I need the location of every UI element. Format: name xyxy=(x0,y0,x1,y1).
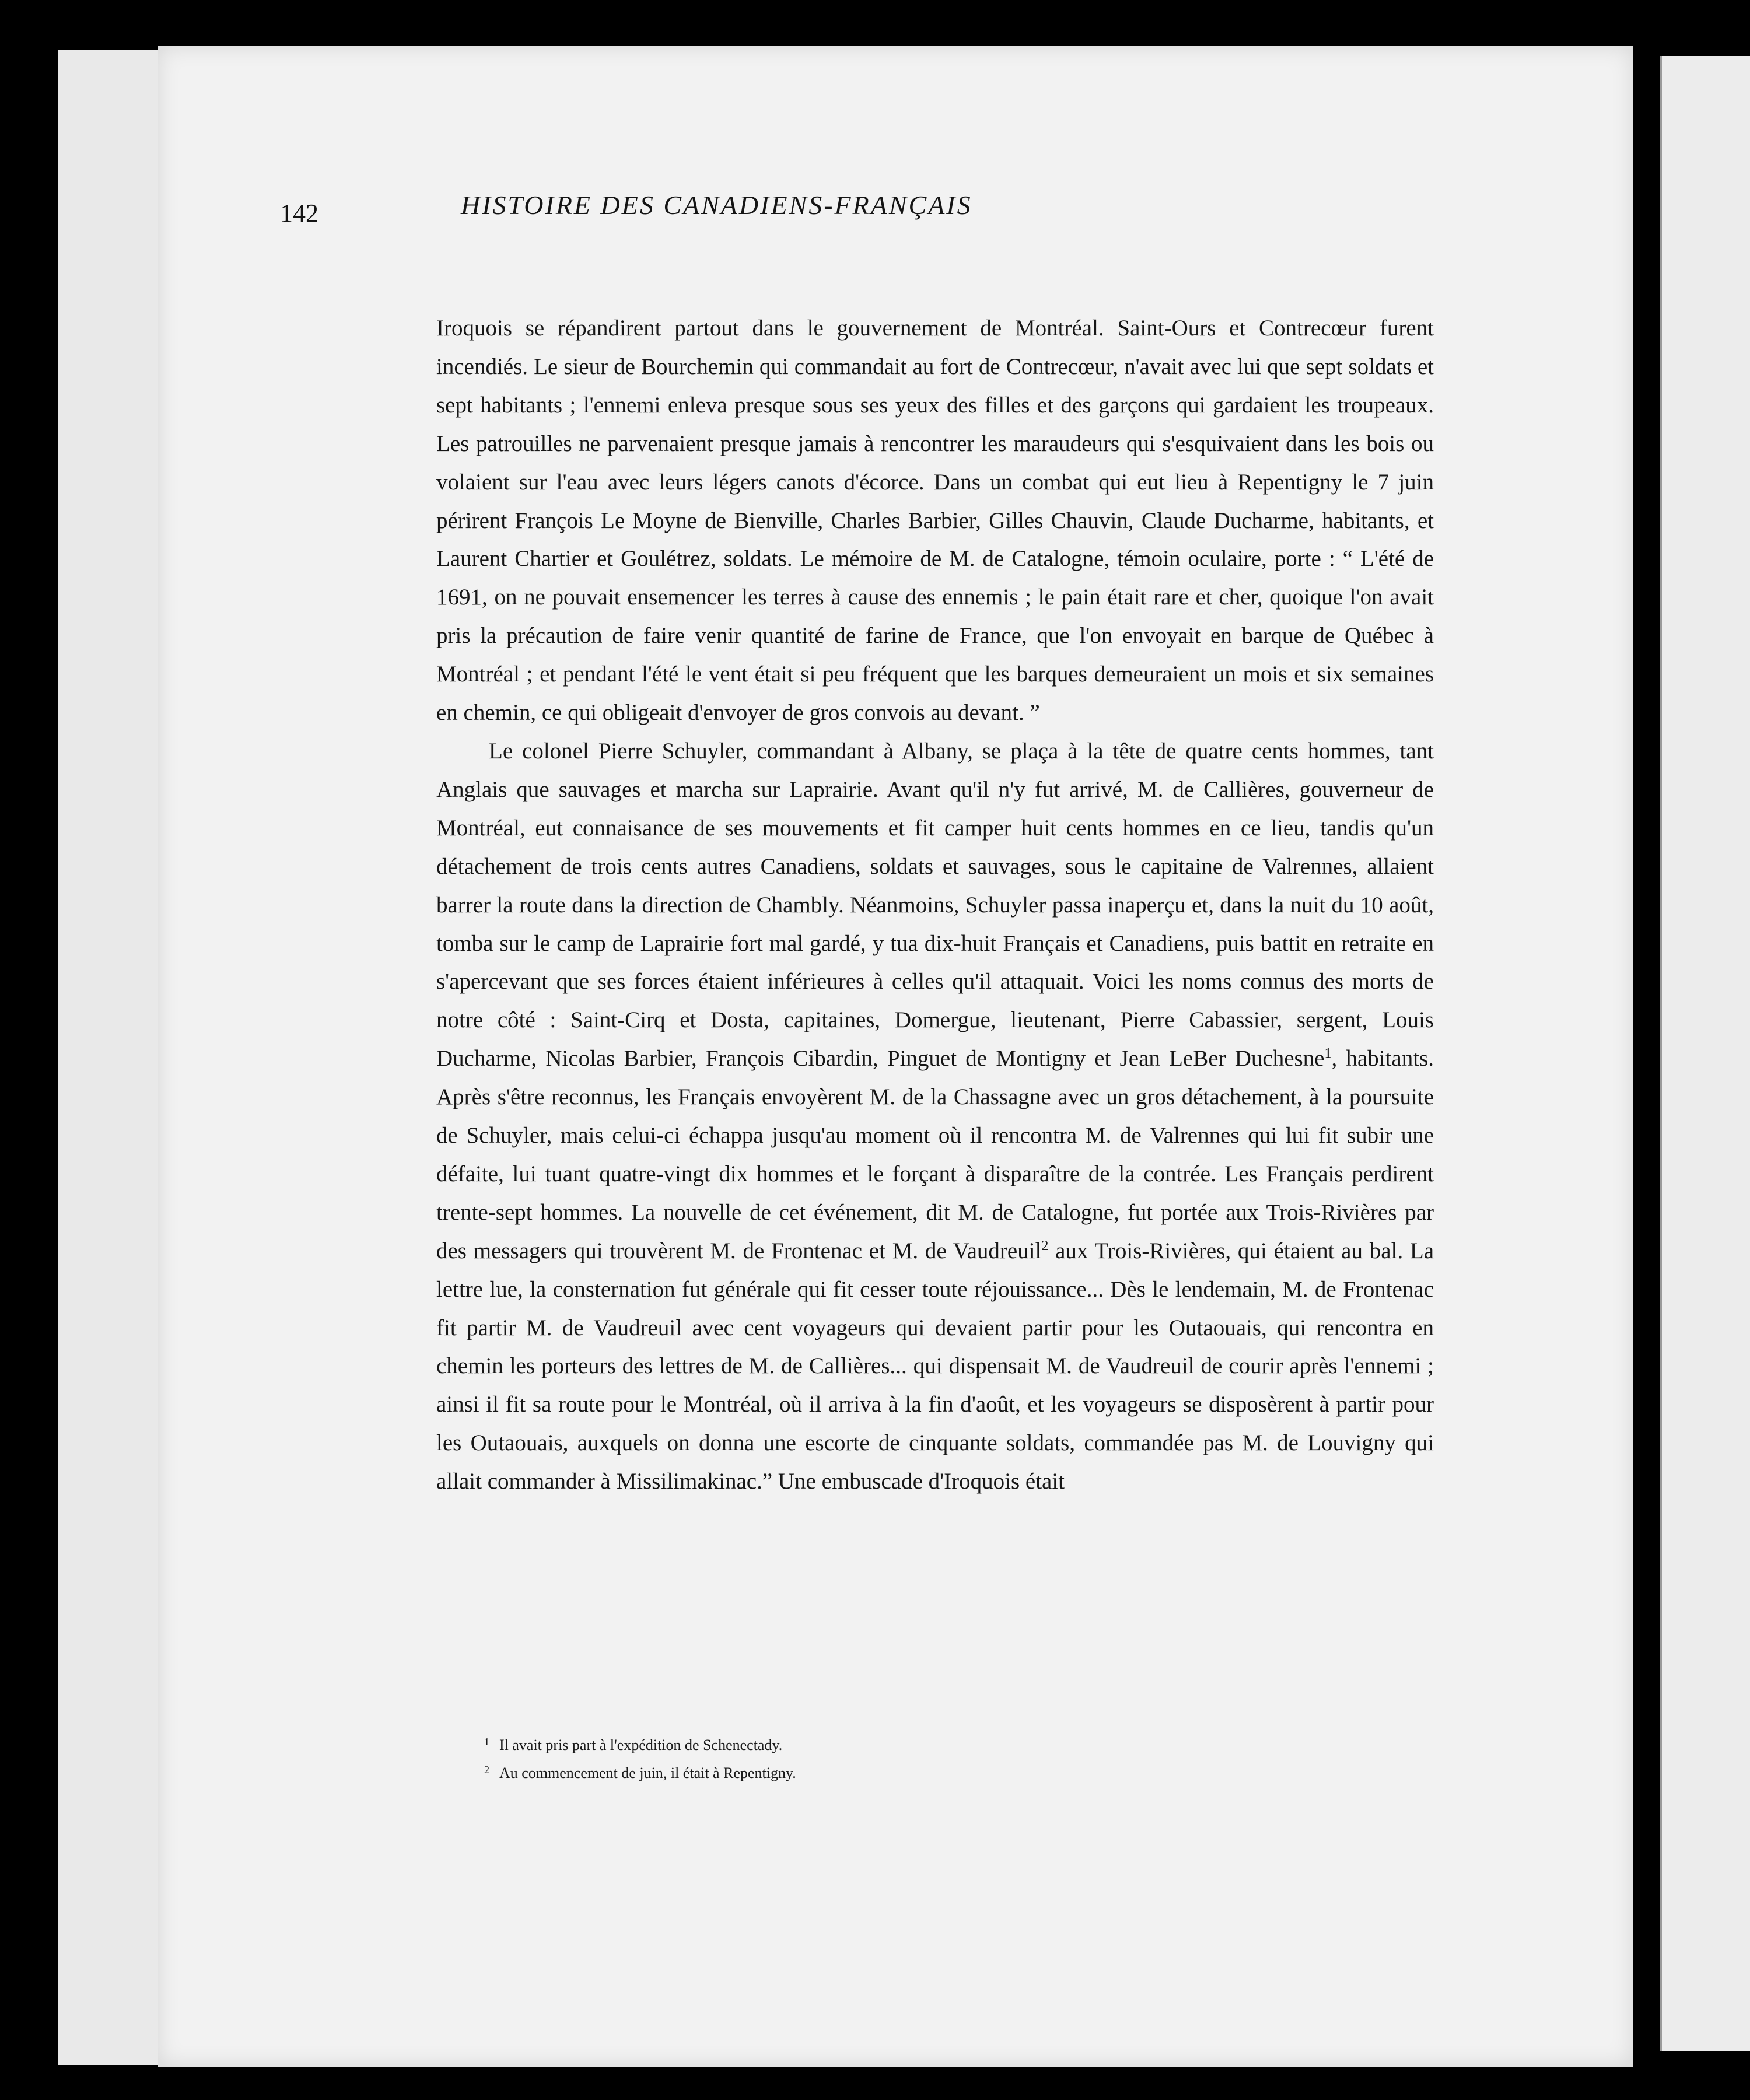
footnote-ref-1: 1 xyxy=(1324,1046,1332,1062)
page-header xyxy=(280,190,1441,242)
footnote-mark: 2 xyxy=(484,1764,489,1776)
facing-page-edge xyxy=(1660,56,1750,2051)
paragraph-2-part-b: , habitants. Après s'être reconnus, les Français envoyèrent M. de la Chassagne avec un gros détachement, à la poursuite de Schuyler, mais celui-ci échappa jusqu'au moment où il rencontra M. de Valrennes qui lui fit subir une défaite, lui tuant quatre-vingt dix hommes et le forçant à disparaître de la contrée. Les Français perdirent trente-sept hommes. La nouvelle de cet événement, dit M. de Catalogne, fut portée aux Trois-Rivières par des messagers qui trouvèrent M. de Frontenac et M. de Vaudreuil xyxy=(436,1046,1434,1264)
paragraph-2-part-c: aux Trois-Rivières, qui étaient au bal. La lettre lue, la consternation fut générale qui fit cesser toute réjouissance... Dès le lendemain, M. de Frontenac fit partir M. de Vaudreuil avec cent voyageurs qui devaient partir pour les Outaouais, qui rencontra en chemin les porteurs des lettres de M. de Callières... qui dispensait M. de Vaudreuil de courir après l'ennemi ; ainsi il fit sa route pour le Montréal, où il arriva à la fin d'août, et les voyageurs se disposèrent à partir pour les Outaouais, auxquels on donna une escorte de cinquante soldats, commandée pas M. de Louvigny qui allait commander à Missilimakinac.” Une embuscade d'Iroquois était xyxy=(436,1238,1434,1494)
footnote-mark: 1 xyxy=(484,1736,489,1748)
paragraph-1: Iroquois se répandirent partout dans le gouvernement de Montréal. Saint-Ours et Contrecœur furent incendiés. Le sieur de Bourchemin qui commandait au fort de Contrecœur, n'avait avec lui que sept soldats et sept habitants ; l'ennemi enleva presque sous ses yeux des filles et des garçons qui gardaient les troupeaux. Les patrouilles ne parvenaient presque jamais à rencontrer les maraudeurs qui s'esquivaient dans les bois ou volaient sur l'eau avec leurs légers canots d'écorce. Dans un combat qui eut lieu à Repentigny le 7 juin périrent François Le Moyne de Bienville, Charles Barbier, Gilles Chauvin, Claude Ducharme, habitants, et Laurent Chartier et Goulétrez, soldats. Le mémoire de M. de Catalogne, témoin oculaire, porte : “ L'été de 1691, on ne pouvait ensemencer les terres à cause des ennemis ; le pain était rare et cher, quoique l'on avait pris la précaution de faire venir quantité de farine de France, que l'on envoyait en barque de Québec à Montréal ; et pendant l'été le vent était si peu fréquent que les barques demeuraient un mois et six semaines en chemin, ce qui obligeait d'envoyer de gros convois au devant. ” xyxy=(436,316,1434,726)
footnote-2 xyxy=(484,1758,1301,1786)
footnote-text: Il avait pris part à l'expédition de Schenectady. xyxy=(499,1737,783,1754)
page-number: 142 xyxy=(280,199,318,228)
paragraph-2 xyxy=(436,732,1434,1501)
footnote-1 xyxy=(484,1730,1301,1758)
running-title: HISTOIRE DES CANADIENS-FRANÇAIS xyxy=(461,190,972,220)
body-text xyxy=(436,309,1434,1501)
paragraph-2-part-a: Le colonel Pierre Schuyler, commandant à Albany, se plaça à la tête de quatre cents hommes, tant Anglais que sauvages et marcha sur Laprairie. Avant qu'il n'y fut arrivé, M. de Callières, gouverneur de Montréal, eut connaisance de ses mouvements et fit camper huit cents hommes en ce lieu, tandis qu'un détachement de trois cents autres Canadiens, soldats et sauvages, sous le capitaine de Valrennes, allaient barrer la route dans la direction de Chambly. Néanmoins, Schuyler passa inaperçu et, dans la nuit du 10 août, tomba sur le camp de Laprairie fort mal gardé, y tua dix-huit Français et Canadiens, puis battit en retraite en s'apercevant que ses forces étaient inférieures à celles qu'il attaquait. Voici les noms connus des morts de notre côté : Saint-Cirq et Dosta, capitaines, Domergue, lieutenant, Pierre Cabassier, sergent, Louis Ducharme, Nicolas Barbier, François Cibardin, Pinguet de Montigny et Jean LeBer Duchesne xyxy=(436,738,1434,1072)
footnotes xyxy=(484,1730,1301,1786)
footnote-text: Au commencement de juin, il était à Repentigny. xyxy=(499,1765,796,1782)
footnote-ref-2: 2 xyxy=(1041,1238,1049,1254)
